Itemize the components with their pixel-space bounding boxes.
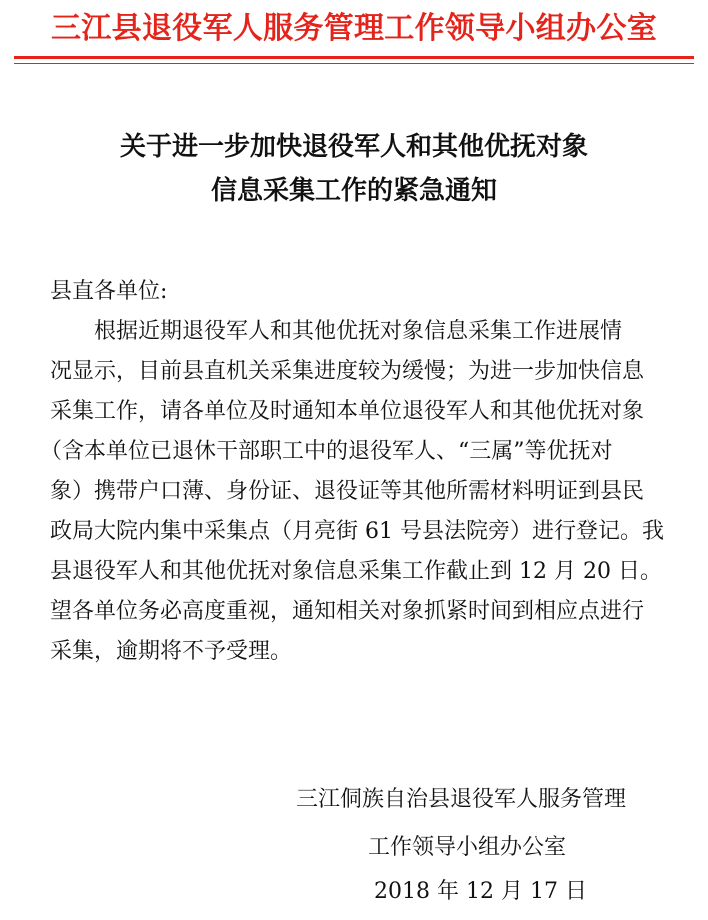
body-line-9: 采集，逾期将不予受理。 — [50, 639, 293, 664]
header-rule-thin — [14, 63, 694, 64]
body-line-5: 象）携带户口薄、身份证、退役证等其他所需材料明证到县民 — [50, 479, 645, 504]
body-line-8: 望各单位务必高度重视，通知相关对象抓紧时间到相应点进行 — [50, 599, 645, 624]
signature-date: 2018 年 12 月 17 日 — [374, 879, 587, 904]
body-line-1: 根据近期退役军人和其他优抚对象信息采集工作进展情 — [94, 319, 623, 344]
body-line-3: 采集工作，请各单位及时通知本单位退役军人和其他优抚对象 — [50, 399, 645, 424]
salutation: 县直各单位: — [50, 279, 168, 304]
body-line-7: 县退役军人和其他优抚对象信息采集工作截止到 12 月 20 日。 — [50, 559, 662, 584]
issuing-office-header: 三江县退役军人服务管理工作领导小组办公室 — [51, 11, 657, 46]
notice-title-line-1: 关于进一步加快退役军人和其他优抚对象 — [119, 132, 588, 162]
signature-org-line-2: 工作领导小组办公室 — [368, 835, 567, 860]
body-line-4: （含本单位已退休干部职工中的退役军人、“三属”等优抚对 — [40, 439, 613, 464]
body-line-2: 况显示，目前县直机关采集进度较为缓慢；为进一步加快信息 — [50, 359, 645, 384]
signature-org-line-1: 三江侗族自治县退役军人服务管理 — [296, 787, 627, 812]
body-line-6: 政局大院内集中采集点（月亮街 61 号县法院旁）进行登记。我 — [50, 519, 664, 544]
header-rule-thick — [14, 56, 694, 59]
notice-title-line-2: 信息采集工作的紧急通知 — [210, 176, 497, 206]
